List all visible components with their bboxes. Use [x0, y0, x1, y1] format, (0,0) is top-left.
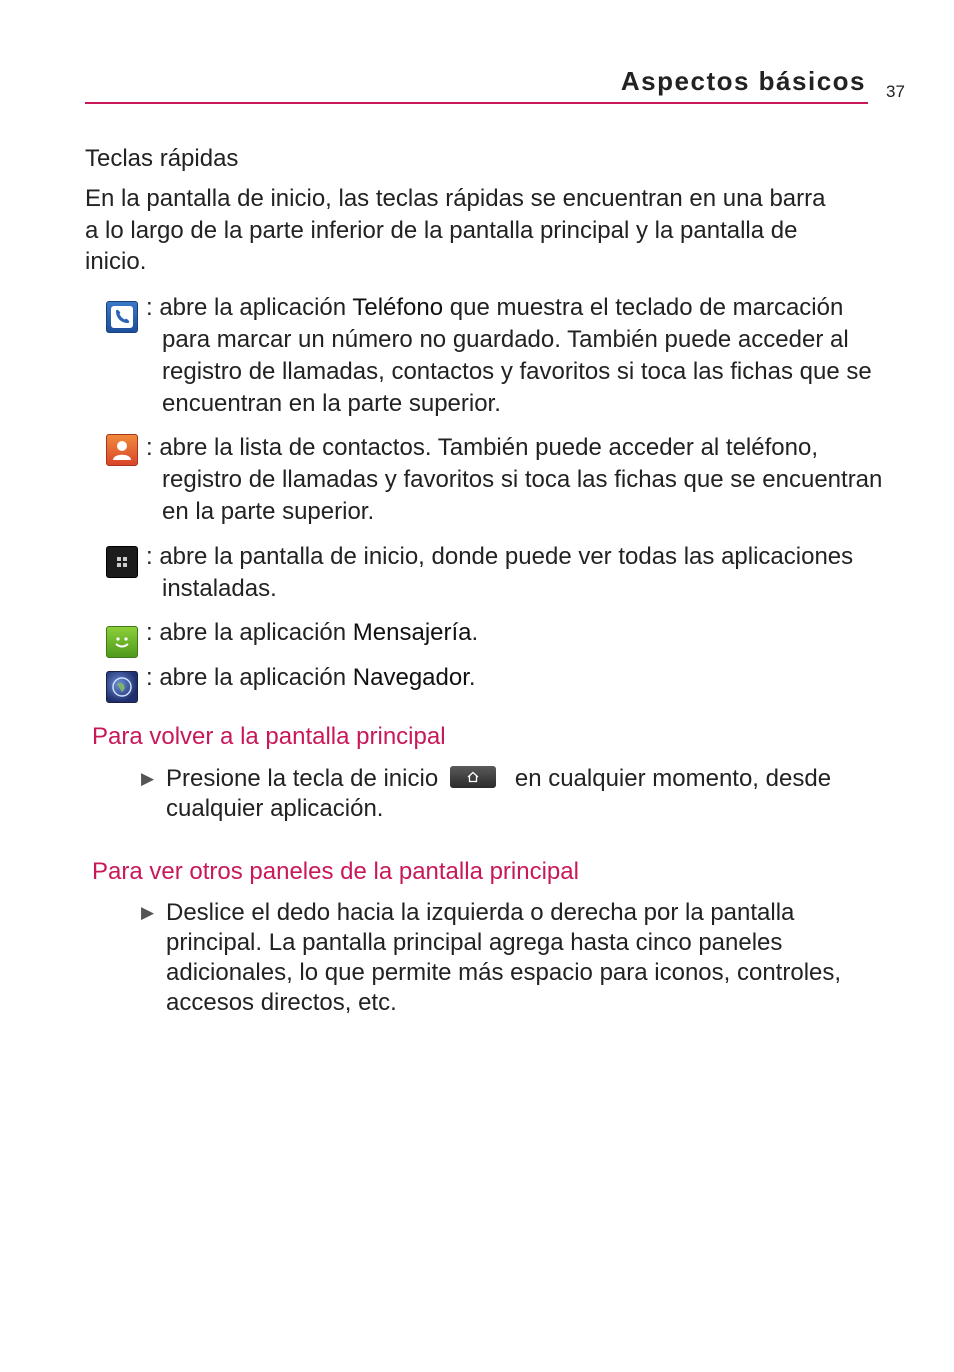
applications-icon	[106, 546, 138, 578]
key-text-suffix: .	[471, 619, 479, 646]
bullet-arrow-icon: ▶	[141, 903, 155, 922]
subheading-return-home: Para volver a la pantalla principal	[92, 723, 446, 750]
app-name-telefono: Teléfono	[352, 294, 444, 321]
header-divider	[85, 102, 868, 104]
key-description	[146, 292, 892, 420]
app-name-navegador: Navegador	[352, 664, 469, 691]
home-key-icon	[450, 766, 496, 788]
key-text-prefix: : abre la pantalla de inicio, donde puede ver todas las aplicaciones instaladas.	[146, 543, 854, 602]
messaging-icon	[106, 626, 138, 658]
browser-icon	[106, 671, 138, 703]
contacts-icon	[106, 434, 138, 466]
section-title: Teclas rápidas	[85, 145, 239, 172]
home-key-name: tecla de inicio	[292, 765, 439, 792]
instruction-text-before: Presione la	[166, 765, 293, 792]
key-description	[146, 432, 892, 528]
other-panels-instruction: Deslice el dedo hacia la izquierda o derecha por la pantalla principal. La pantalla principal agrega hasta cinco paneles adicionales, lo que permite más espacio para iconos, controles, accesos directos, etc.	[166, 899, 842, 1016]
key-text-prefix: : abre la aplicación	[146, 619, 353, 646]
key-text-suffix: que muestra el teclado de marcación para marcar un número no guardado. También puede acceder al registro de llamadas, contactos y favoritos si toca las fichas que se encuentran en la parte superior.	[162, 294, 872, 417]
return-home-instruction	[166, 764, 856, 824]
key-description	[146, 541, 892, 605]
key-text-prefix: : abre la aplicación	[146, 294, 353, 321]
intro-paragraph: En la pantalla de inicio, las teclas rápidas se encuentran en una barra a lo largo de la parte inferior de la pantalla principal y la pantalla de inicio.	[85, 185, 826, 275]
key-description	[146, 662, 892, 694]
key-text-suffix: .	[468, 664, 476, 691]
chapter-title: Aspectos básicos	[620, 66, 866, 96]
key-text-prefix: : abre la aplicación	[146, 664, 353, 691]
key-description	[146, 617, 892, 649]
app-name-mensajeria: Mensajería	[352, 619, 472, 646]
bullet-arrow-icon: ▶	[141, 769, 155, 788]
phone-icon	[106, 301, 138, 333]
instruction-text-after: en cualquier momento, desde cualquier aplicación.	[166, 765, 832, 822]
page-number: 37	[886, 82, 905, 101]
key-text-prefix: : abre la lista de contactos. También puede acceder al teléfono, registro de llamadas y favoritos si toca las fichas que se encuentran en la parte superior.	[146, 434, 883, 525]
subheading-other-panels: Para ver otros paneles de la pantalla principal	[92, 858, 579, 885]
